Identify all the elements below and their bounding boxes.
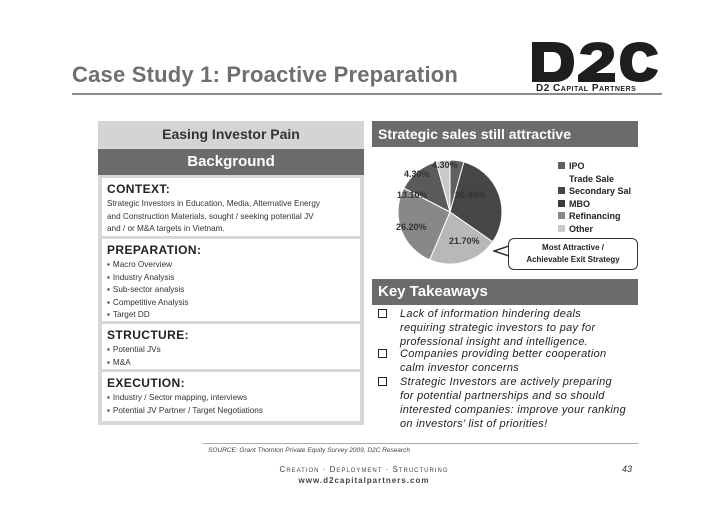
logo-company-name: D2 Capital Partners	[536, 83, 637, 94]
takeaway-line: requiring strategic investors to pay for	[400, 322, 596, 334]
exit-strategy-callout	[508, 238, 638, 270]
pie-label-refinancing: 13.10%	[397, 190, 428, 200]
preparation-section	[102, 239, 360, 321]
takeaway-item	[380, 375, 645, 431]
preparation-item: ▪ Macro Overview	[107, 259, 360, 272]
execution-heading: EXECUTION:	[107, 376, 186, 390]
legend-item	[558, 185, 631, 198]
chart-legend	[558, 160, 631, 235]
footer-website: www.d2capitalpartners.com	[298, 476, 430, 485]
source-note: SOURCE: Grant Thornton Private Equity Survey 2009, D2C Research	[208, 447, 410, 454]
context-line: and Construction Materials, sought / seeking potential JV	[107, 211, 314, 221]
legend-item	[558, 173, 631, 186]
legend-label: Secondary Sal	[569, 186, 632, 196]
preparation-item: ▪ Industry Analysis	[107, 272, 360, 285]
preparation-item: ▪ Sub-sector analysis	[107, 284, 360, 297]
page-number: 43	[622, 464, 633, 474]
chart-title: Strategic sales still attractive	[372, 121, 638, 147]
context-line: Strategic Investors in Education, Media, Alternative Energy	[107, 199, 320, 208]
key-takeaways-header: Key Takeaways	[372, 279, 638, 305]
takeaway-line: Strategic Investors are actively preparing	[400, 376, 612, 388]
legend-swatch	[558, 187, 565, 194]
pie-label-mbo: 26.20%	[396, 222, 427, 232]
legend-item	[558, 210, 631, 223]
execution-item: ▪ Potential JV Partner / Target Negotiations	[107, 405, 360, 418]
checkbox-bullet-icon	[378, 349, 387, 358]
callout-pointer-icon	[493, 244, 509, 258]
d2c-logo	[530, 40, 660, 84]
execution-section	[102, 372, 360, 421]
preparation-heading: PREPARATION:	[107, 243, 202, 257]
pie-label-trade-sale: 30.40%	[455, 190, 486, 200]
structure-item: ▪ Potential JVs	[107, 344, 360, 357]
legend-item	[558, 223, 631, 236]
pie-label-secondary: 21.70%	[449, 236, 480, 246]
page-title: Case Study 1: Proactive Preparation	[72, 62, 459, 87]
background-header: Background	[98, 149, 364, 175]
preparation-item: ▪ Target DD	[107, 309, 360, 322]
takeaway-line: Companies providing better cooperation	[400, 348, 607, 360]
checkbox-bullet-icon	[378, 309, 387, 318]
footer-tagline: Creation · Deployment · Structuring	[279, 465, 449, 474]
takeaway-line: on investors’ list of priorities!	[400, 418, 548, 430]
legend-label: Trade Sale	[569, 173, 615, 184]
source-divider	[203, 443, 638, 444]
legend-item	[558, 160, 631, 173]
pie-label-other: 4.30%	[404, 169, 430, 179]
context-section	[102, 178, 360, 236]
structure-section	[102, 324, 360, 369]
legend-item	[558, 198, 631, 211]
execution-item: ▪ Industry / Sector mapping, interviews	[107, 392, 360, 405]
legend-label: IPO	[569, 161, 585, 171]
legend-label: Refinancing	[569, 211, 621, 221]
structure-heading: STRUCTURE:	[107, 328, 189, 342]
legend-swatch	[558, 212, 565, 219]
legend-label: MBO	[569, 198, 590, 209]
checkbox-bullet-icon	[378, 377, 387, 386]
callout-line: Achievable Exit Strategy	[526, 255, 620, 264]
takeaway-item	[380, 347, 645, 375]
pie-label-ipo: 4.30%	[432, 160, 458, 170]
takeaway-line: Lack of information hindering deals	[400, 308, 582, 320]
takeaway-line: calm investor concerns	[400, 362, 520, 374]
legend-swatch	[558, 162, 565, 169]
context-line: and / or M&A targets in Vietnam.	[107, 224, 225, 234]
takeaway-line: interested companies: improve your ranking	[400, 404, 626, 416]
legend-swatch	[558, 225, 565, 232]
legend-label: Other	[569, 223, 594, 234]
structure-item: ▪ M&A	[107, 357, 360, 370]
context-heading: CONTEXT:	[107, 182, 171, 196]
takeaway-line: for potential partnerships and so should	[400, 390, 605, 402]
legend-swatch	[558, 200, 565, 207]
takeaway-line: professional insight and intelligence.	[400, 336, 589, 348]
takeaway-item	[380, 307, 645, 349]
callout-line: Most Attractive /	[542, 243, 604, 252]
easing-investor-pain-header: Easing Investor Pain	[98, 121, 364, 147]
preparation-item: ▪ Competitive Analysis	[107, 297, 360, 310]
legend-swatch	[558, 175, 565, 182]
